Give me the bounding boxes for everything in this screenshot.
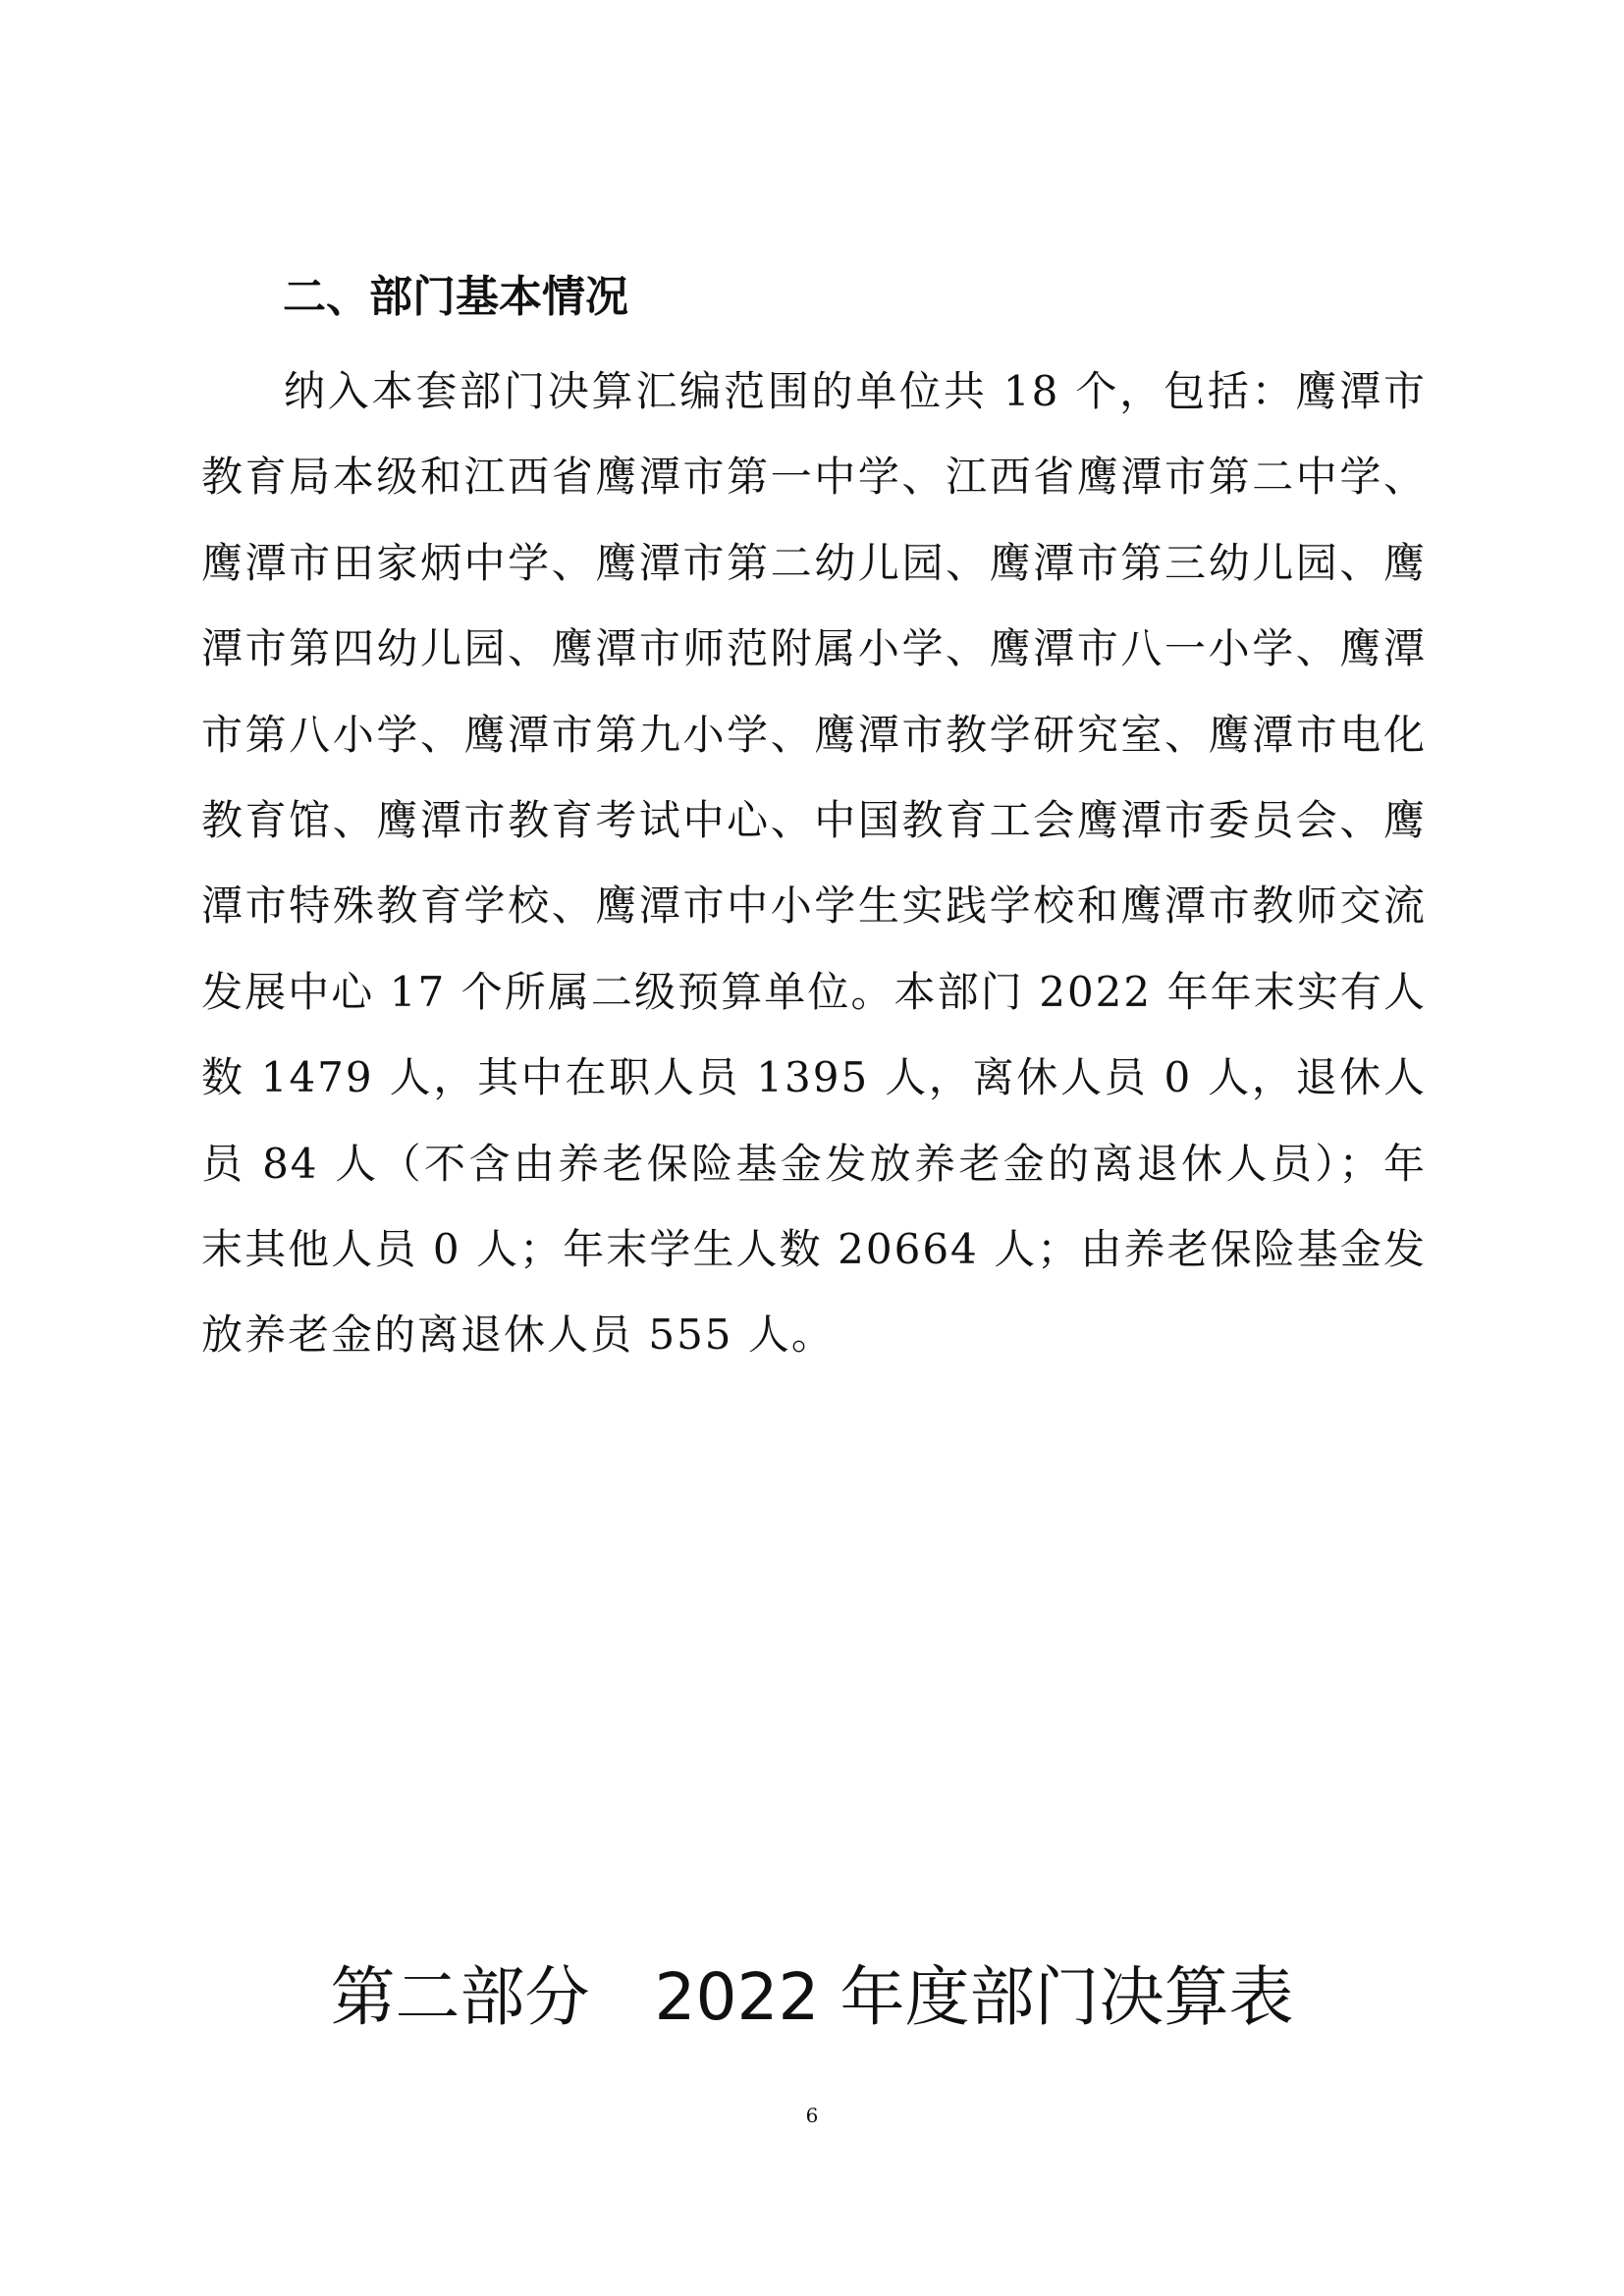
- part-title: 第二部分 2022 年度部门决算表: [330, 1959, 1294, 2035]
- section-paragraph: 纳入本套部门决算汇编范围的单位共 18 个，包括：鹰潭市教育局本级和江西省鹰潭市第一中学、江西省鹰潭市第二中学、鹰潭市田家炳中学、鹰潭市第二幼儿园、鹰潭市第三幼儿园、鹰潭市第四幼儿园、鹰潭市师范附属小学、鹰潭市八一小学、鹰潭市第八小学、鹰潭市第九小学、鹰潭市教学研究室、鹰潭市电化教育馆、鹰潭市教育考试中心、中国教育工会鹰潭市委员会、鹰潭市特殊教育学校、鹰潭市中小学生实践学校和鹰潭市教师交流发展中心 17 个所属二级预算单位。本部门 2022 年年末实有人数 1479 人，其中在职人员 1395 人，离休人员 0 人，退休人员 84 人（不含由养老保险基金发放养老金的离退休人员）；年末其他人员 0 人；年末学生人数 20664 人；由养老保险基金发放养老金的离退休人员 555 人。: [201, 367, 1427, 1360]
- section-heading: 二、部门基本情况: [283, 272, 628, 322]
- page-number: 6: [805, 2104, 819, 2127]
